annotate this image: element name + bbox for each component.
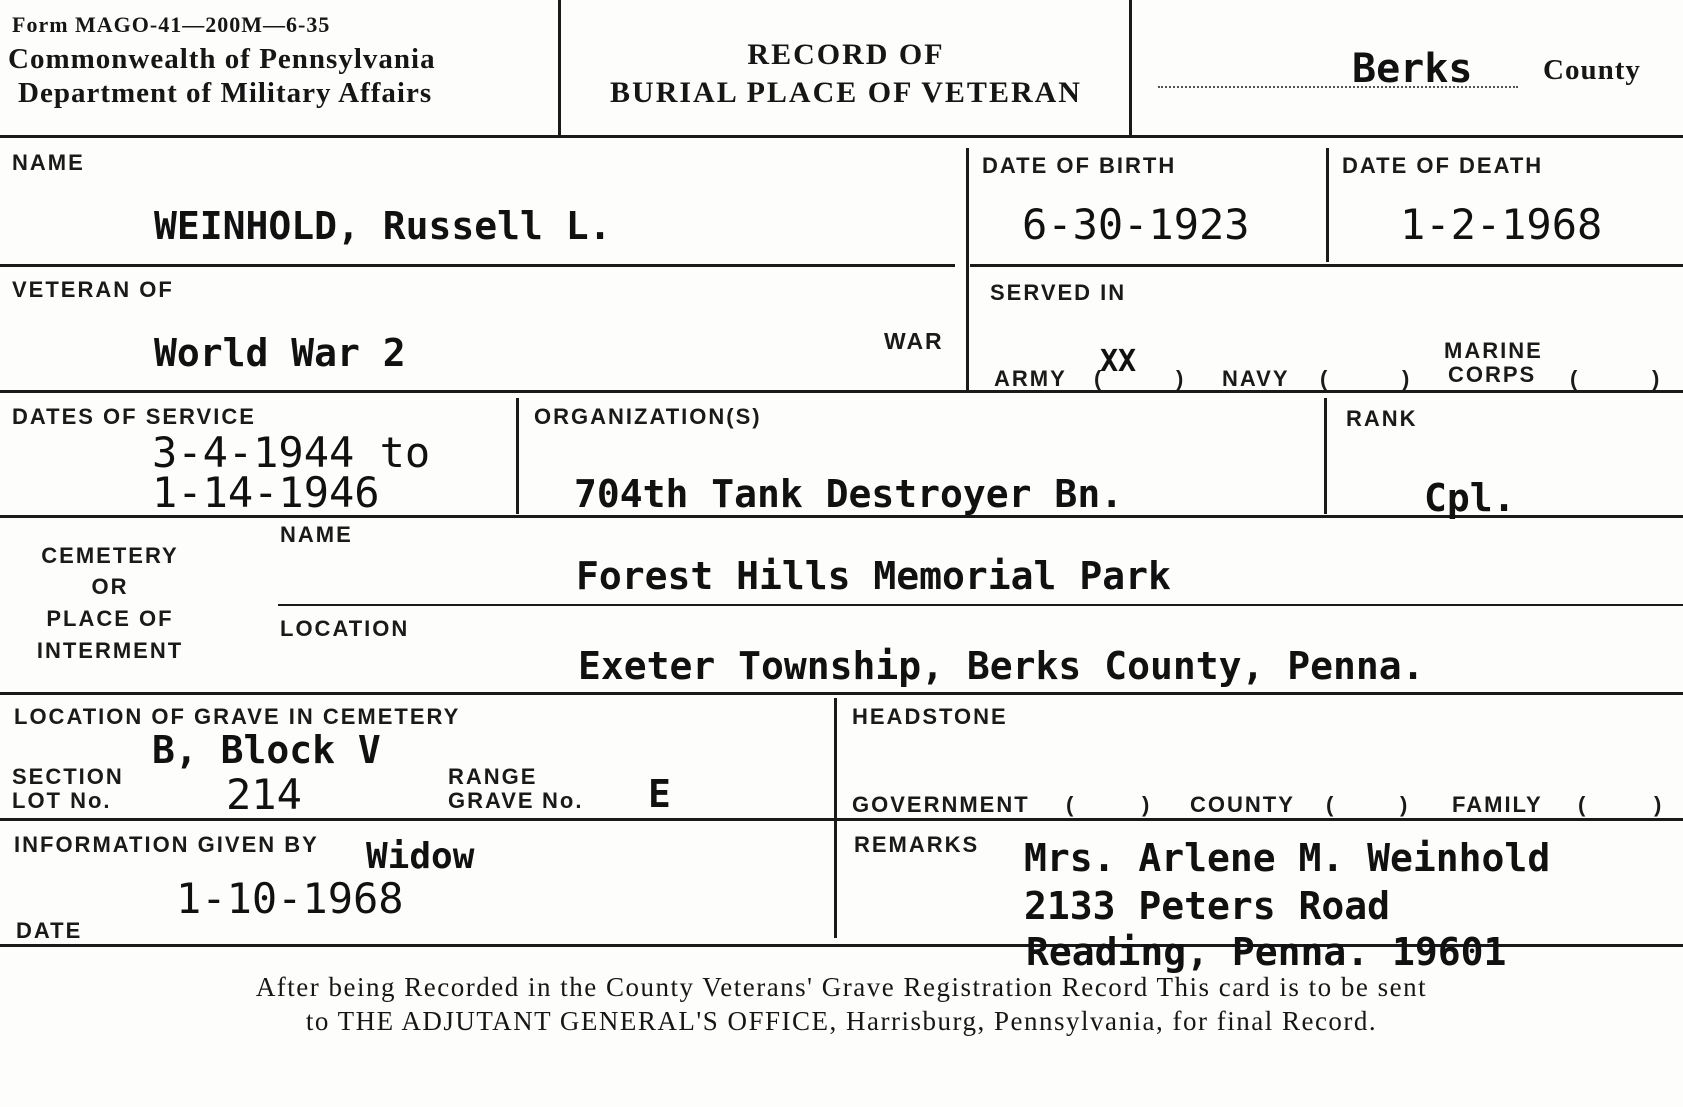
information-given-by-label: INFORMATION GIVEN BY	[14, 832, 319, 857]
rule-name-left	[0, 264, 955, 267]
org-rank-divider	[1324, 398, 1327, 514]
issuer-line-1: Commonwealth of Pennsylvania	[8, 43, 436, 75]
grave-no-label: No.	[542, 788, 584, 813]
grave-number-value: E	[648, 772, 671, 816]
veteran-of-value: World War 2	[154, 331, 406, 375]
family-open-paren: (	[1578, 792, 1588, 817]
navy-open-paren: (	[1320, 366, 1330, 391]
county-value: Berks	[1352, 46, 1473, 92]
headstone-county-close-paren: )	[1400, 792, 1410, 817]
card-title-line-1: RECORD OF	[747, 38, 945, 71]
rule-header	[0, 135, 1683, 138]
headstone-label: HEADSTONE	[852, 704, 1008, 729]
remarks-label: REMARKS	[854, 832, 980, 857]
veteran-of-label: VETERAN OF	[12, 277, 174, 302]
cemetery-label-line-1: CEMETERY	[41, 543, 179, 568]
section-label: SECTION	[12, 764, 124, 789]
cemetery-location-label: LOCATION	[280, 616, 410, 641]
organization-label: ORGANIZATION(S)	[534, 404, 762, 429]
grave-location-label: LOCATION OF GRAVE IN CEMETERY	[14, 704, 461, 729]
organization-value: 704th Tank Destroyer Bn.	[574, 472, 1124, 516]
birth-death-divider	[1326, 148, 1329, 262]
birth-date-value: 6-30-1923	[1022, 200, 1250, 249]
marine-close-paren: )	[1652, 366, 1662, 391]
war-label: WAR	[884, 328, 944, 354]
rule-cemetery	[0, 692, 1683, 695]
cemetery-label-line-2: OR	[91, 574, 129, 599]
headstone-county-open-paren: (	[1326, 792, 1336, 817]
government-open-paren: (	[1066, 792, 1076, 817]
rank-value: Cpl.	[1424, 476, 1516, 520]
issuer-line-2: Department of Military Affairs	[18, 77, 433, 109]
rule-cemetery-name	[278, 604, 1683, 606]
header-divider-2	[1129, 0, 1132, 136]
range-label: RANGE	[448, 764, 538, 789]
rule-veteran	[0, 390, 1683, 393]
army-open-paren: (	[1094, 366, 1104, 391]
lot-number-label: LOT No.	[12, 788, 112, 813]
remarks-line-1: Mrs. Arlene M. Weinhold	[1024, 836, 1551, 880]
name-birth-divider	[966, 148, 969, 391]
service-org-divider	[516, 398, 519, 514]
marine-label-line-1: MARINE	[1444, 338, 1543, 363]
service-dates-line-2: 1-14-1946	[152, 468, 380, 517]
cemetery-name-value: Forest Hills Memorial Park	[576, 554, 1171, 598]
dates-of-service-label: DATES OF SERVICE	[12, 404, 256, 429]
header-divider-1	[558, 0, 561, 136]
county-label: County	[1543, 54, 1641, 86]
cemetery-name-label: NAME	[280, 522, 353, 547]
information-given-by-value: Widow	[366, 836, 475, 877]
remarks-line-3: Reading, Penna. 19601	[1026, 930, 1507, 974]
card-title-line-2: BURIAL PLACE OF VETERAN	[610, 76, 1082, 109]
navy-close-paren: )	[1402, 366, 1412, 391]
grave-label: GRAVE	[448, 788, 535, 813]
birth-date-label: DATE OF BIRTH	[982, 153, 1177, 178]
army-close-paren: )	[1176, 366, 1186, 391]
family-close-paren: )	[1654, 792, 1664, 817]
death-date-label: DATE OF DEATH	[1342, 153, 1544, 178]
cemetery-label-line-4: INTERMENT	[36, 638, 184, 663]
served-in-label: SERVED IN	[990, 280, 1127, 305]
cemetery-location-value: Exeter Township, Berks County, Penna.	[578, 644, 1425, 688]
marine-label-line-2: CORPS	[1448, 362, 1537, 387]
headstone-county-label: COUNTY	[1190, 792, 1295, 817]
remarks-line-2: 2133 Peters Road	[1024, 884, 1391, 928]
army-label: ARMY	[994, 366, 1067, 391]
section-value: B, Block V	[152, 728, 381, 772]
rule-name-right	[970, 264, 1683, 267]
cemetery-label-line-3: PLACE OF	[46, 606, 174, 631]
government-label: GOVERNMENT	[852, 792, 1030, 817]
army-check-mark: XX	[1100, 344, 1137, 379]
information-date-label: DATE	[16, 918, 83, 943]
veteran-name: WEINHOLD, Russell L.	[154, 204, 612, 248]
form-number: Form MAGO-41—200M—6-35	[12, 12, 331, 37]
rank-label: RANK	[1346, 406, 1418, 431]
name-label: NAME	[12, 150, 85, 175]
navy-label: NAVY	[1222, 366, 1290, 391]
death-date-value: 1-2-1968	[1400, 200, 1603, 249]
government-close-paren: )	[1142, 792, 1152, 817]
footer-instruction-line-2: to THE ADJUTANT GENERAL'S OFFICE, Harrisburg, Pennsylvania, for final Record.	[305, 1006, 1378, 1036]
family-label: FAMILY	[1452, 792, 1543, 817]
information-date-value: 1-10-1968	[176, 874, 404, 923]
footer-instruction-line-1: After being Recorded in the County Veterans' Grave Registration Record This card is to be sent	[255, 972, 1428, 1002]
marine-open-paren: (	[1570, 366, 1580, 391]
lot-number-value: 214	[226, 770, 302, 819]
service-dates-line-1: 3-4-1944 to	[152, 428, 431, 477]
